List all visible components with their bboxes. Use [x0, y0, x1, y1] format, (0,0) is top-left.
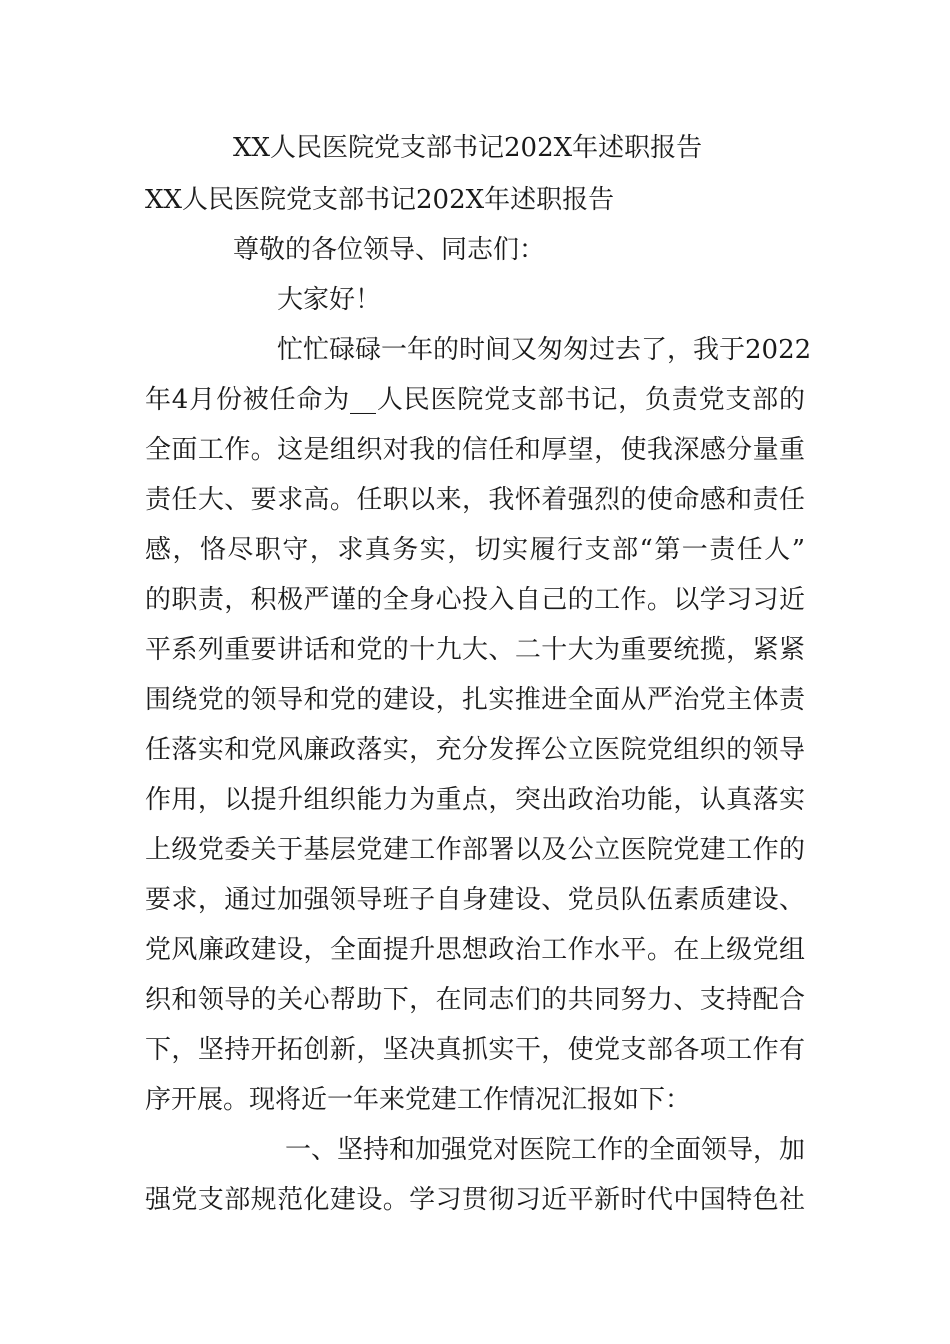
document-title: XX人民医院党支部书记202X年述职报告: [233, 133, 703, 163]
paragraph-line: 的职责，积极严谨的全身心投入自己的工作。以学习习近: [145, 585, 805, 615]
paragraph-line: 要求，通过加强领导班子自身建设、党员队伍素质建设、: [145, 885, 805, 915]
paragraph-line: 年4月份被任命为__人民医院党支部书记，负责党支部的: [145, 385, 805, 415]
paragraph-line: 下，坚持开拓创新，坚决真抓实干，使党支部各项工作有: [145, 1035, 805, 1065]
salutation: 尊敬的各位领导、同志们：: [233, 235, 546, 265]
paragraph-line: 一、坚持和加强党对医院工作的全面领导，加: [285, 1135, 806, 1165]
paragraph-line: 责任大、要求高。任职以来，我怀着强烈的使命感和责任: [145, 485, 805, 515]
paragraph-line: 强党支部规范化建设。学习贯彻习近平新时代中国特色社: [145, 1185, 805, 1215]
paragraph-line: 作用，以提升组织能力为重点，突出政治功能，认真落实: [145, 785, 805, 815]
document-subtitle: XX人民医院党支部书记202X年述职报告: [145, 185, 615, 215]
paragraph-line: 围绕党的领导和党的建设，扎实推进全面从严治党主体责: [145, 685, 805, 715]
paragraph-line: 忙忙碌碌一年的时间又匆匆过去了，我于2022: [277, 335, 812, 365]
paragraph-line: 上级党委关于基层党建工作部署以及公立医院党建工作的: [145, 835, 805, 865]
paragraph-line: 任落实和党风廉政落实，充分发挥公立医院党组织的领导: [145, 735, 805, 765]
paragraph-line: 感，恪尽职守，求真务实，切实履行支部“第一责任人”: [145, 535, 805, 565]
paragraph-line: 全面工作。这是组织对我的信任和厚望，使我深感分量重: [145, 435, 805, 465]
greeting: 大家好！: [277, 285, 382, 315]
paragraph-line: 平系列重要讲话和党的十九大、二十大为重要统揽，紧紧: [145, 635, 805, 665]
paragraph-line: 织和领导的关心帮助下，在同志们的共同努力、支持配合: [145, 985, 805, 1015]
paragraph-line: 序开展。现将近一年来党建工作情况汇报如下：: [145, 1085, 692, 1115]
paragraph-line: 党风廉政建设，全面提升思想政治工作水平。在上级党组: [145, 935, 805, 965]
